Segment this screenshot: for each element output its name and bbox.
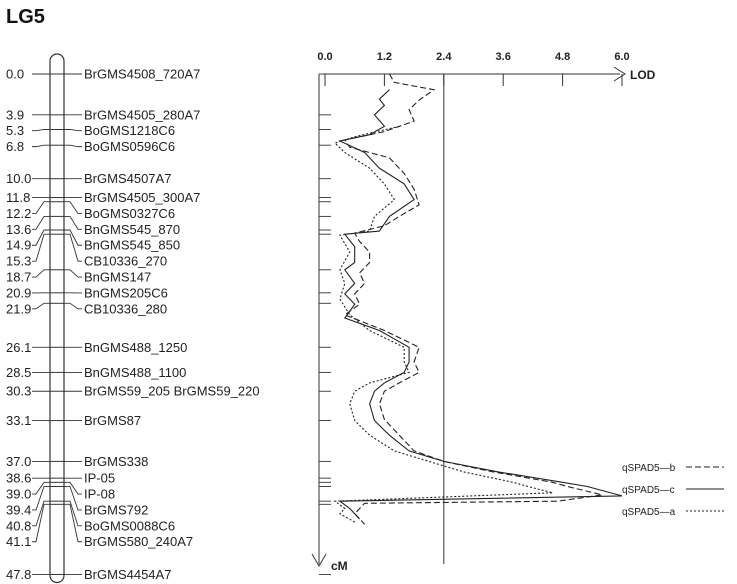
marker-connector-left xyxy=(32,202,50,214)
marker-position: 39.4 xyxy=(6,502,32,518)
marker-name: BrGMS4454A7 xyxy=(84,566,172,582)
marker-name: IP-08 xyxy=(84,486,116,502)
x-tick-label: 0.0 xyxy=(317,51,333,63)
marker-name: IP-05 xyxy=(84,470,116,486)
legend-label: qSPAD5—a xyxy=(622,507,676,518)
marker-name: BnGMS205C6 xyxy=(84,285,168,301)
lod-plot-area xyxy=(312,51,656,574)
marker-name: BrGMS4508_720A7 xyxy=(84,66,201,82)
y-axis-label: cM xyxy=(331,559,348,573)
marker-position: 11.8 xyxy=(6,190,31,206)
marker-position: 47.8 xyxy=(6,566,32,582)
marker-position: 15.3 xyxy=(6,253,32,269)
marker-position: 28.5 xyxy=(6,364,32,380)
marker-connector-left xyxy=(32,303,50,309)
lod-curve-dashed xyxy=(345,74,602,524)
marker-name: BrGMS338 xyxy=(84,453,149,469)
marker-name: BoGMS0596C6 xyxy=(84,139,176,155)
marker-name: BrGMS87 xyxy=(84,413,142,429)
marker-name: BnGMS545_870 xyxy=(84,221,181,237)
marker-connector-left xyxy=(32,129,50,130)
marker-name: BnGMS488_1100 xyxy=(84,364,187,380)
marker-position: 38.6 xyxy=(6,470,32,486)
marker-name: BrGMS4505_280A7 xyxy=(84,107,201,123)
marker-connector-right xyxy=(64,501,82,526)
marker-position: 10.0 xyxy=(6,171,32,187)
marker-connector-left xyxy=(32,145,50,146)
marker-position: 40.8 xyxy=(6,518,32,534)
marker-name: BnGMS488_1250 xyxy=(84,339,188,355)
x-tick-label: 3.6 xyxy=(495,51,511,63)
marker-connector-right xyxy=(64,216,82,229)
marker-name: BrGMS59_205 BrGMS59_220 xyxy=(84,383,260,399)
x-tick-label: 1.2 xyxy=(376,51,393,63)
marker-position: 39.0 xyxy=(6,486,32,502)
chromosome-linkage-group xyxy=(50,54,64,582)
marker-position: 5.3 xyxy=(6,123,25,139)
marker-connector-right xyxy=(64,487,82,510)
legend-label: qSPAD5—b xyxy=(622,463,676,474)
marker-connector-left xyxy=(32,501,50,526)
marker-connector-right xyxy=(64,303,82,309)
marker-position: 30.3 xyxy=(6,383,32,399)
marker-connector-right xyxy=(64,482,82,494)
marker-name: BnGMS545_850 xyxy=(84,237,181,253)
marker-name: BrGMS792 xyxy=(84,502,149,518)
marker-position: 41.1 xyxy=(6,534,32,550)
marker-list xyxy=(6,67,260,582)
marker-position: 0.0 xyxy=(6,66,25,82)
marker-position: 14.9 xyxy=(6,237,32,253)
marker-name: BoGMS1218C6 xyxy=(84,123,176,139)
marker-position: 21.9 xyxy=(6,301,32,317)
marker-connector-right xyxy=(64,129,82,130)
x-axis-label: LOD xyxy=(630,68,656,82)
marker-connector-left xyxy=(32,270,50,277)
marker-name: CB10336_280 xyxy=(84,301,168,317)
marker-position: 26.1 xyxy=(6,339,32,355)
marker-name: BnGMS147 xyxy=(84,269,152,285)
marker-connector-left xyxy=(32,487,50,510)
chromosome-bar xyxy=(50,54,64,582)
marker-connector-right xyxy=(64,234,82,261)
marker-name: BoGMS0327C6 xyxy=(84,205,176,221)
marker-connector-right xyxy=(64,145,82,146)
marker-connector-left xyxy=(32,216,50,229)
marker-position: 6.8 xyxy=(6,139,25,155)
marker-name: BrGMS4507A7 xyxy=(84,171,172,187)
marker-position: 20.9 xyxy=(6,285,32,301)
marker-connector-left xyxy=(32,482,50,494)
marker-position: 18.7 xyxy=(6,269,32,285)
legend-label: qSPAD5—c xyxy=(622,485,675,496)
marker-position: 12.2 xyxy=(6,205,32,221)
x-tick-label: 2.4 xyxy=(436,51,452,63)
marker-position: 3.9 xyxy=(6,107,25,123)
marker-connector-right xyxy=(64,270,82,277)
x-tick-label: 6.0 xyxy=(614,51,630,63)
lod-curve-solid xyxy=(340,90,622,519)
marker-name: BrGMS4505_300A7 xyxy=(84,190,201,206)
marker-name: CB10336_270 xyxy=(84,253,168,269)
chart-title: LG5 xyxy=(6,6,45,28)
marker-name: BoGMS0088C6 xyxy=(84,518,176,534)
x-tick-label: 4.8 xyxy=(554,51,571,63)
marker-position: 37.0 xyxy=(6,453,32,469)
legend xyxy=(622,463,724,518)
marker-connector-left xyxy=(32,234,50,261)
marker-position: 33.1 xyxy=(6,413,32,429)
marker-connector-right xyxy=(64,202,82,214)
marker-position: 13.6 xyxy=(6,221,32,237)
marker-name: BrGMS580_240A7 xyxy=(84,534,194,550)
